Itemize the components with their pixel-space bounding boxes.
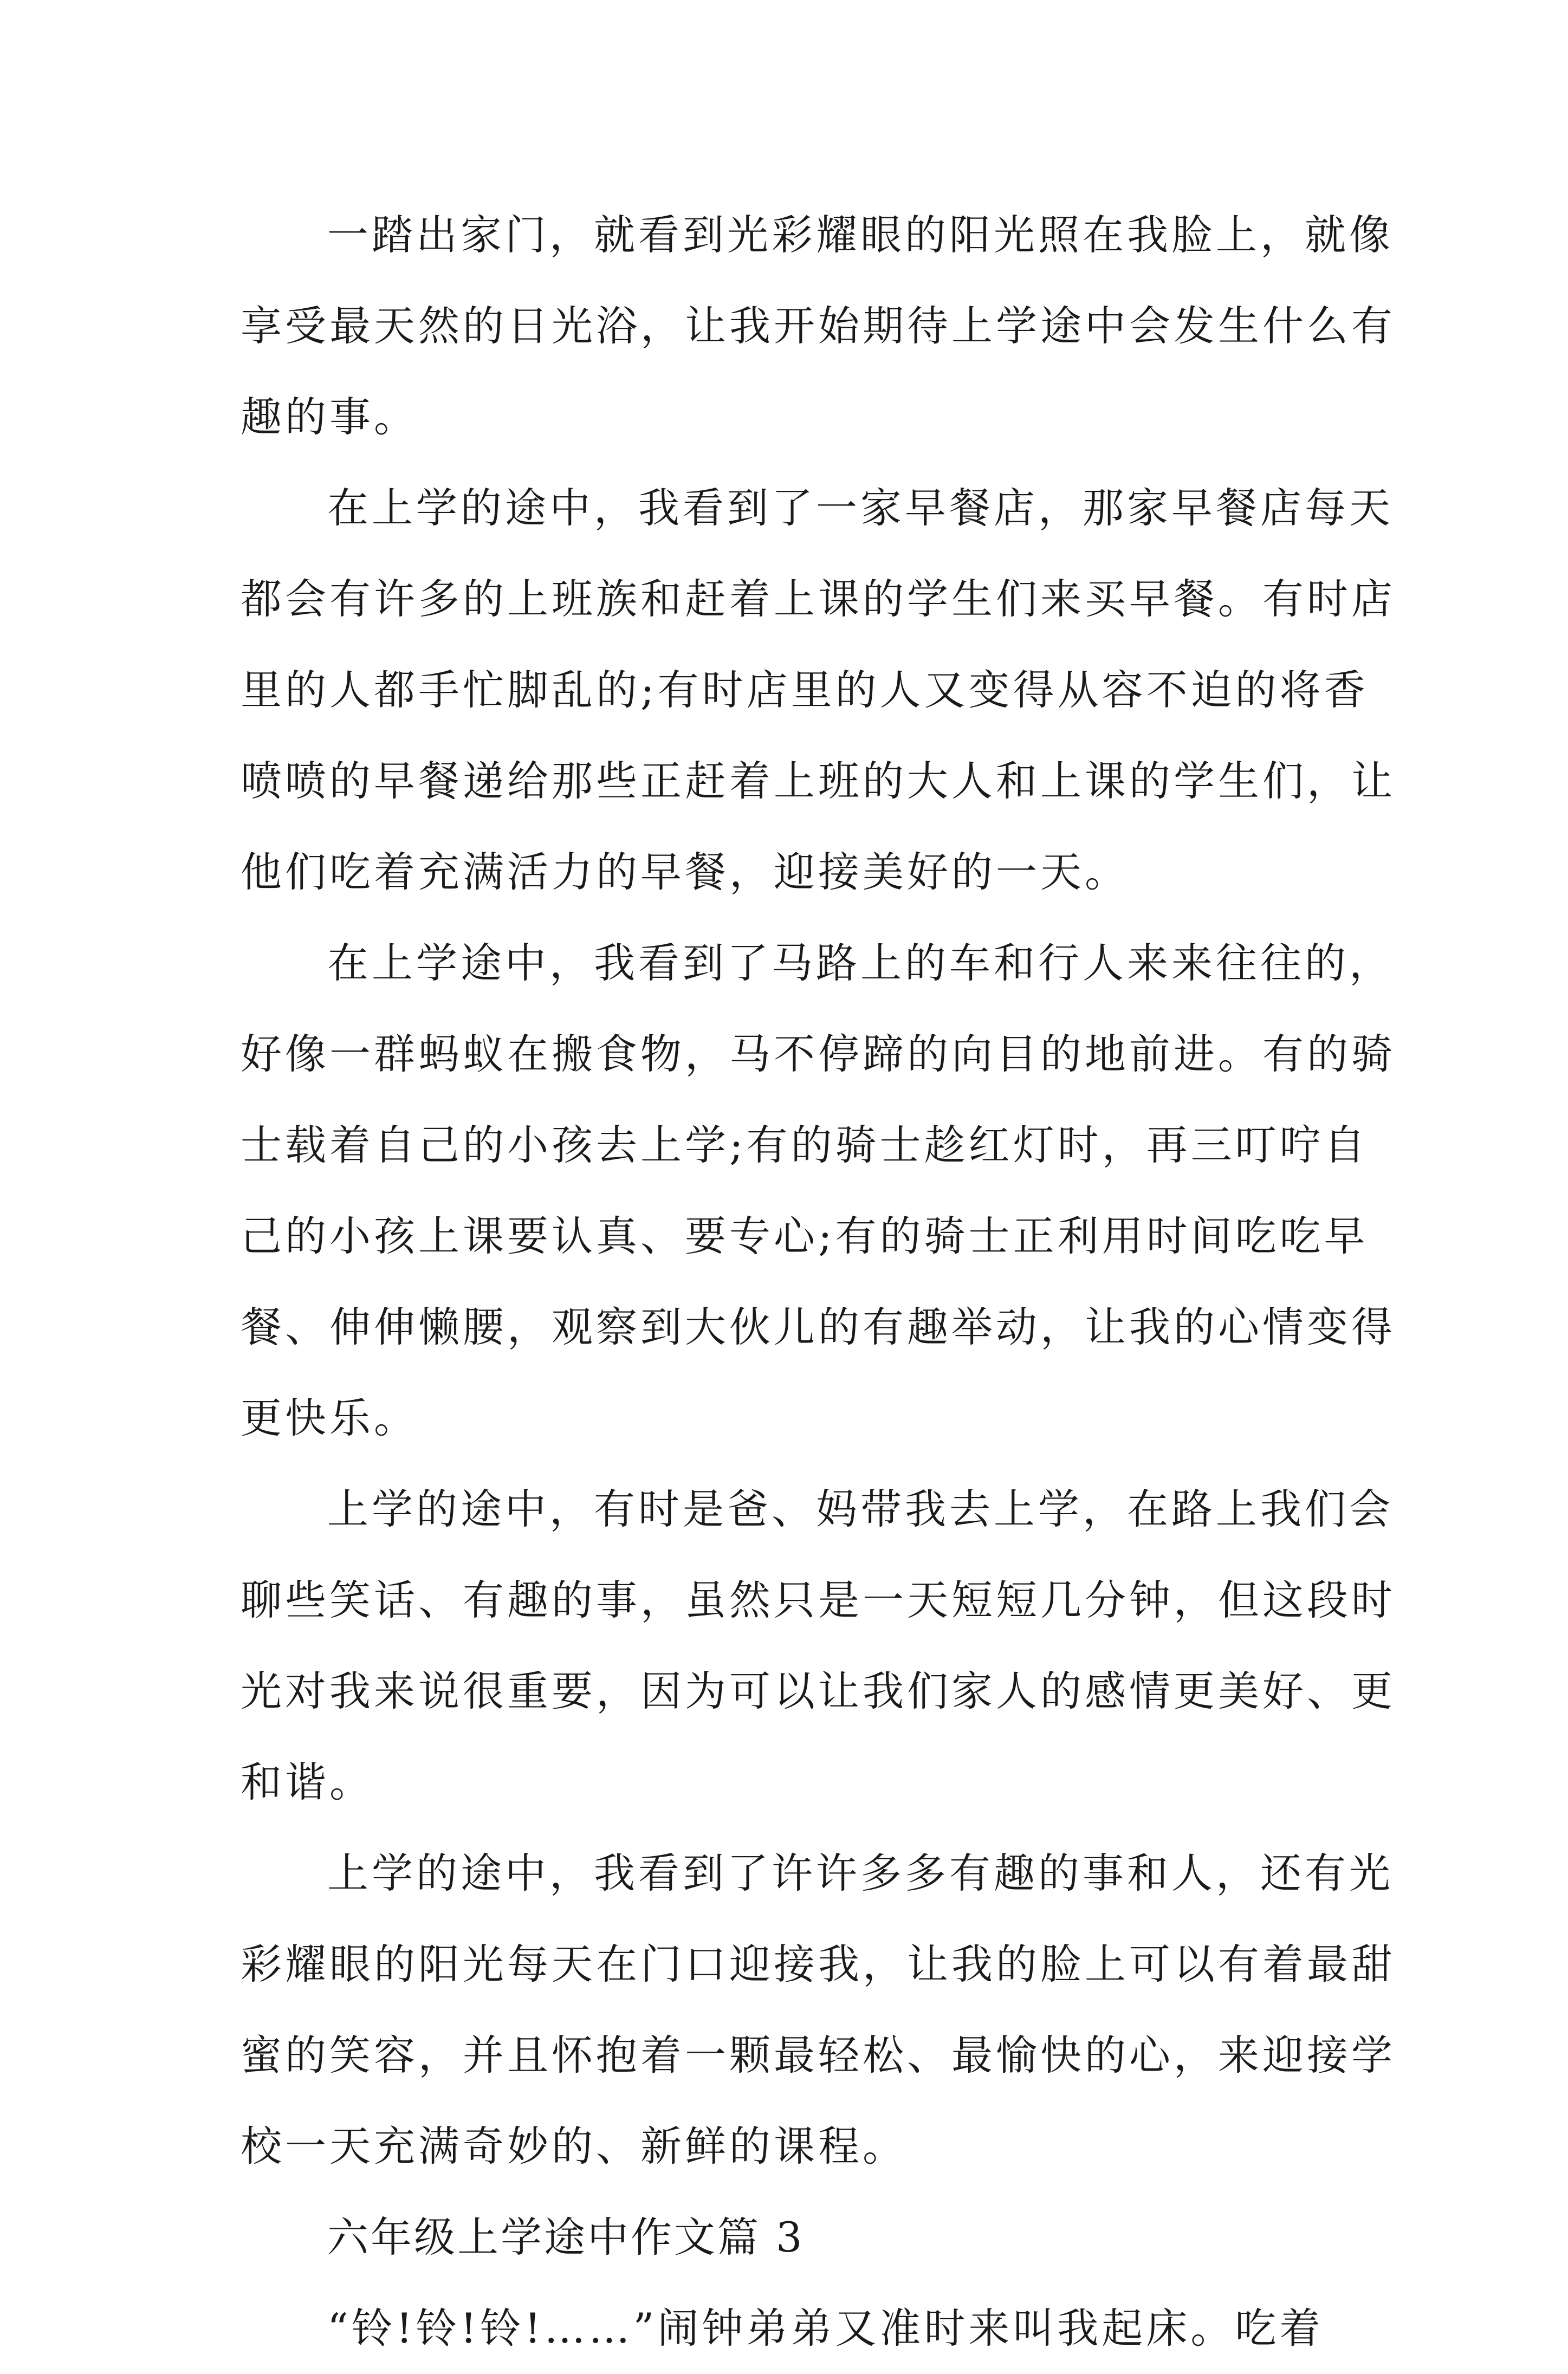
text-line: 光对我来说很重要，因为可以让我们家人的感情更美好、更 [241, 1667, 1396, 1715]
text-line: 更快乐。 [241, 1394, 418, 1442]
text-line: 士载着自己的小孩去上学;有的骑士趁红灯时，再三叮咛自 [241, 1121, 1369, 1169]
text-line: 己的小孩上课要认真、要专心;有的骑士正利用时间吃吃早 [241, 1212, 1369, 1260]
text-line: 趣的事。 [241, 393, 418, 441]
text-line: 里的人都手忙脚乱的;有时店里的人又变得从容不迫的将香 [241, 666, 1369, 714]
text-line: 彩耀眼的阳光每天在门口迎接我，让我的脸上可以有着最甜 [241, 1940, 1396, 1988]
essay-body [241, 190, 1396, 2374]
text-line: 和谐。 [241, 1758, 374, 1806]
text-line: 校一天充满奇妙的、新鲜的课程。 [241, 2122, 907, 2170]
text-line: 他们吃着充满活力的早餐，迎接美好的一天。 [241, 848, 1129, 896]
text-line: 上学的途中，我看到了许许多多有趣的事和人，还有光 [327, 1849, 1394, 1897]
text-line: 好像一群蚂蚁在搬食物，马不停蹄的向目的地前进。有的骑 [241, 1030, 1396, 1078]
text-line: 上学的途中，有时是爸、妈带我去上学，在路上我们会 [327, 1485, 1394, 1533]
text-line: “铃!铃!铃!……”闹钟弟弟又准时来叫我起床。吃着 [327, 2304, 1324, 2352]
text-line: 喷喷的早餐递给那些正赶着上班的大人和上课的学生们，让 [241, 757, 1396, 805]
text-line: 一踏出家门，就看到光彩耀眼的阳光照在我脸上，就像 [327, 211, 1394, 259]
text-line: 餐、伸伸懒腰，观察到大伙儿的有趣举动，让我的心情变得 [241, 1303, 1396, 1351]
text-line: 蜜的笑容，并且怀抱着一颗最轻松、最愉快的心，来迎接学 [241, 2031, 1396, 2079]
text-line: 都会有许多的上班族和赶着上课的学生们来买早餐。有时店 [241, 575, 1396, 623]
text-line: 享受最天然的日光浴，让我开始期待上学途中会发生什么有 [241, 302, 1396, 350]
section-heading: 六年级上学途中作文篇 3 [327, 2213, 805, 2261]
text-line: 在上学的途中，我看到了一家早餐店，那家早餐店每天 [327, 484, 1394, 532]
text-line: 聊些笑话、有趣的事，虽然只是一天短短几分钟，但这段时 [241, 1576, 1396, 1624]
text-line: 在上学途中，我看到了马路上的车和行人来来往往的， [327, 939, 1394, 987]
